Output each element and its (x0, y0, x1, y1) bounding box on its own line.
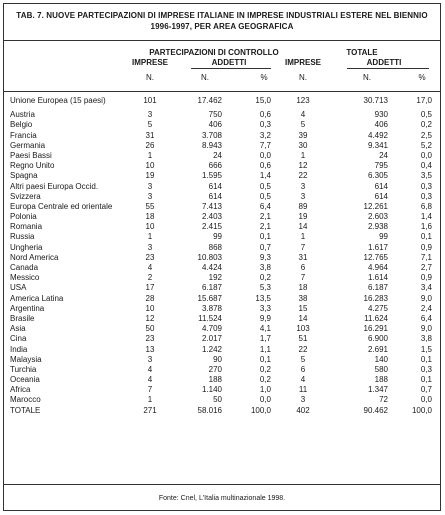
cell-control-addetti: 666 (208, 161, 222, 171)
header-col-total-addetti-n: N. (363, 73, 371, 82)
cell-total-addetti: 1.617 (367, 242, 388, 252)
cell-total-addetti: 1.347 (367, 385, 388, 395)
table-header (4, 44, 440, 92)
table-row (4, 324, 440, 334)
cell-total-addetti: 9.341 (367, 140, 388, 150)
row-label: Austria (10, 110, 35, 120)
cell-control-addetti: 1.595 (201, 171, 222, 181)
cell-control-imprese: 2 (147, 273, 153, 283)
row-label: India (10, 344, 28, 354)
cell-control-pct: 0,6 (259, 161, 271, 171)
cell-total-addetti: 614 (374, 181, 388, 191)
cell-control-imprese: 10 (145, 222, 155, 232)
row-label: Turchia (10, 364, 37, 374)
row-label: America Latina (10, 293, 64, 303)
cell-total-pct: 3,8 (420, 334, 432, 344)
table-row (4, 151, 440, 161)
cell-control-addetti: 2.415 (201, 222, 222, 232)
row-label: Asia (10, 324, 26, 334)
cell-control-addetti: 1.140 (201, 385, 222, 395)
row-label: Europa Centrale ed orientale (10, 201, 113, 211)
cell-total-pct: 0,4 (420, 161, 432, 171)
cell-control-addetti: 4.424 (201, 263, 222, 272)
cell-total-imprese: 31 (298, 252, 308, 262)
cell-control-imprese: 55 (145, 201, 155, 211)
cell-control-pct: 7,7 (259, 140, 271, 150)
table-row (4, 232, 440, 242)
cell-total-addetti: 30.713 (363, 96, 388, 105)
row-label: TOTALE (10, 405, 41, 415)
cell-total-pct: 0,2 (420, 120, 432, 130)
cell-control-addetti: 15.687 (197, 293, 222, 303)
cell-control-imprese: 17 (145, 283, 155, 293)
table-row (4, 314, 440, 324)
row-label: Spagna (10, 171, 38, 181)
cell-control-imprese: 4 (147, 263, 153, 272)
cell-control-imprese: 3 (147, 181, 153, 191)
table-frame (3, 3, 441, 511)
cell-total-pct: 7,1 (420, 252, 432, 262)
cell-control-imprese: 23 (145, 334, 155, 344)
cell-control-addetti: 188 (208, 375, 222, 385)
cell-control-addetti: 99 (213, 232, 222, 242)
table-row (4, 334, 440, 344)
table-row (4, 110, 440, 120)
table-row (4, 120, 440, 130)
cell-total-pct: 2,5 (420, 130, 432, 140)
cell-control-pct: 0,5 (259, 191, 271, 201)
cell-total-pct: 0,3 (420, 191, 432, 201)
cell-total-addetti: 6.900 (367, 334, 388, 344)
cell-total-addetti: 4.964 (367, 263, 388, 272)
cell-total-addetti: 12.261 (363, 201, 388, 211)
cell-total-imprese: 5 (300, 120, 306, 130)
cell-total-addetti: 930 (374, 110, 388, 120)
cell-control-addetti: 1.242 (201, 344, 222, 354)
cell-control-imprese: 23 (145, 252, 155, 262)
cell-control-imprese: 10 (145, 161, 155, 171)
cell-control-pct: 1,0 (259, 385, 271, 395)
row-label: Russia (10, 232, 35, 242)
cell-control-pct: 3,8 (259, 263, 271, 272)
header-control-imprese: IMPRESE (132, 58, 169, 67)
cell-total-pct: 0,3 (420, 181, 432, 191)
top-rule (4, 40, 440, 41)
table-row (4, 192, 440, 202)
cell-control-addetti: 2.403 (201, 212, 222, 222)
cell-total-imprese: 3 (300, 191, 306, 201)
cell-control-pct: 0,2 (259, 273, 271, 283)
cell-control-pct: 3,2 (259, 130, 271, 140)
cell-control-addetti: 868 (208, 242, 222, 252)
table-row (4, 385, 440, 395)
cell-control-imprese: 19 (145, 171, 155, 181)
row-label: Africa (10, 385, 31, 395)
cell-total-imprese: 7 (300, 273, 306, 283)
cell-total-addetti: 614 (374, 191, 388, 201)
row-label: Unione Europea (15 paesi) (10, 96, 106, 105)
cell-control-pct: 0,2 (259, 364, 271, 374)
row-label: USA (10, 283, 27, 293)
header-group-control: PARTECIPAZIONI DI CONTROLLO (149, 48, 279, 57)
cell-total-pct: 0,9 (420, 242, 432, 252)
header-col-total-imprese-n: N. (299, 73, 307, 82)
table-row (4, 202, 440, 212)
cell-total-addetti: 580 (374, 364, 388, 374)
cell-control-imprese: 3 (147, 110, 153, 120)
cell-control-addetti: 6.187 (201, 283, 222, 293)
cell-total-pct: 5,2 (420, 140, 432, 150)
table-row (4, 273, 440, 283)
cell-total-imprese: 1 (300, 232, 306, 242)
cell-control-imprese: 1 (147, 395, 153, 405)
row-label: Marocco (10, 395, 41, 405)
table-row (4, 365, 440, 375)
cell-total-pct: 0,9 (420, 273, 432, 283)
cell-control-addetti: 17.462 (197, 96, 222, 105)
cell-total-addetti: 72 (379, 395, 388, 405)
cell-control-imprese: 50 (145, 324, 155, 334)
cell-control-pct: 13,5 (255, 293, 271, 303)
cell-control-imprese: 10 (145, 303, 155, 313)
cell-total-addetti: 6.187 (367, 283, 388, 293)
header-control-addetti-underline (191, 68, 271, 69)
cell-control-addetti: 406 (208, 120, 222, 130)
cell-total-pct: 2,4 (420, 303, 432, 313)
cell-control-imprese: 101 (143, 96, 157, 105)
cell-control-pct: 4,1 (259, 324, 271, 334)
row-label: Nord America (10, 252, 59, 262)
cell-total-addetti: 4.275 (367, 303, 388, 313)
cell-control-imprese: 18 (145, 212, 155, 222)
cell-total-imprese: 11 (298, 385, 308, 395)
table-row (4, 243, 440, 253)
cell-total-imprese: 5 (300, 354, 306, 364)
cell-control-pct: 6,4 (259, 201, 271, 211)
cell-total-pct: 0,0 (420, 150, 432, 160)
cell-total-imprese: 14 (298, 222, 308, 232)
table-row (4, 141, 440, 151)
header-col-control-pct: % (260, 73, 268, 82)
cell-control-imprese: 4 (147, 375, 153, 385)
row-label: Argentina (10, 303, 45, 313)
cell-control-pct: 2,1 (259, 222, 271, 232)
cell-total-pct: 2,7 (420, 263, 432, 272)
cell-control-pct: 1,7 (259, 334, 271, 344)
cell-control-pct: 3,3 (259, 303, 271, 313)
table-row (4, 355, 440, 365)
table-row (4, 212, 440, 222)
table-body (4, 96, 440, 416)
cell-control-addetti: 11.524 (198, 313, 222, 323)
cell-total-imprese: 103 (296, 324, 310, 334)
row-label: Romania (10, 222, 43, 232)
cell-control-pct: 0,0 (259, 395, 271, 405)
table-source-note: Fonte: Cnel, L'Italia multinazionale 1998. (158, 495, 286, 502)
cell-control-imprese: 3 (147, 354, 153, 364)
cell-total-imprese: 4 (300, 110, 306, 120)
cell-control-pct: 0,1 (259, 354, 271, 364)
cell-control-imprese: 3 (147, 242, 153, 252)
cell-total-addetti: 16.283 (363, 293, 388, 303)
table-row (4, 294, 440, 304)
cell-control-imprese: 13 (145, 344, 155, 354)
cell-total-pct: 0,7 (420, 385, 432, 395)
cell-control-addetti: 3.878 (201, 303, 222, 313)
cell-total-imprese: 22 (298, 344, 308, 354)
cell-control-addetti: 24 (213, 150, 222, 160)
cell-total-addetti: 140 (374, 354, 388, 364)
header-total-addetti: ADDETTI (366, 58, 402, 67)
cell-control-pct: 15,0 (255, 96, 271, 105)
cell-control-pct: 9,3 (259, 252, 271, 262)
cell-total-imprese: 3 (300, 395, 306, 405)
cell-control-pct: 0,3 (259, 120, 271, 130)
cell-control-addetti: 58.016 (197, 405, 222, 415)
cell-control-pct: 0,2 (259, 375, 271, 385)
cell-total-pct: 9,0 (420, 324, 432, 334)
cell-total-addetti: 90.462 (363, 405, 388, 415)
table-caption (4, 10, 440, 32)
cell-total-addetti: 16.291 (363, 324, 388, 334)
cell-total-imprese: 39 (298, 130, 308, 140)
row-label: Oceania (10, 375, 40, 385)
cell-total-addetti: 188 (374, 375, 388, 385)
cell-control-imprese: 3 (147, 191, 153, 201)
cell-total-imprese: 22 (298, 171, 308, 181)
cell-total-pct: 0,1 (420, 232, 432, 242)
cell-control-addetti: 614 (208, 181, 222, 191)
cell-control-pct: 9,9 (259, 313, 271, 323)
row-label: Brasile (10, 313, 35, 323)
cell-total-pct: 6,8 (420, 201, 432, 211)
row-label: Regno Unito (10, 161, 55, 171)
cell-control-addetti: 192 (208, 273, 222, 283)
cell-control-addetti: 614 (208, 191, 222, 201)
header-control-addetti: ADDETTI (211, 58, 247, 67)
cell-total-addetti: 6.305 (367, 171, 388, 181)
cell-total-pct: 0,3 (420, 364, 432, 374)
table-row (4, 161, 440, 171)
table-row (4, 253, 440, 263)
cell-total-addetti: 4.492 (367, 130, 388, 140)
row-label: Altri paesi Europa Occid. (10, 181, 99, 191)
cell-control-addetti: 10.803 (197, 252, 222, 262)
row-label: Messico (10, 273, 40, 283)
cell-control-addetti: 270 (208, 364, 222, 374)
cell-control-pct: 0,7 (259, 242, 271, 252)
row-label: Germania (10, 140, 46, 150)
row-label: Francia (10, 130, 37, 140)
cell-total-pct: 1,5 (420, 344, 432, 354)
row-label: Belgio (10, 120, 33, 130)
cell-total-addetti: 2.603 (367, 212, 388, 222)
cell-control-pct: 2,1 (259, 212, 271, 222)
table-row (4, 283, 440, 293)
cell-total-pct: 0,1 (420, 354, 432, 364)
cell-total-addetti: 1.614 (367, 273, 388, 283)
caption-line-1: TAB. 7. NUOVE PARTECIPAZIONI DI IMPRESE ITALIANE IN IMPRESE INDUSTRIALI ESTERE NEL BIENNIO (16, 11, 428, 20)
row-label: Polonia (10, 212, 37, 222)
cell-total-imprese: 51 (298, 334, 308, 344)
cell-total-imprese: 123 (296, 96, 310, 105)
cell-control-addetti: 3.708 (201, 130, 222, 140)
table-row (4, 131, 440, 141)
cell-total-imprese: 12 (298, 161, 308, 171)
table-row (4, 304, 440, 314)
cell-total-pct: 1,6 (420, 222, 432, 232)
cell-control-pct: 0,6 (259, 110, 271, 120)
header-col-total-pct: % (418, 73, 426, 82)
cell-total-imprese: 89 (298, 201, 308, 211)
cell-control-imprese: 1 (147, 150, 153, 160)
cell-total-pct: 0,5 (420, 110, 432, 120)
cell-total-pct: 3,5 (420, 171, 432, 181)
row-label: Cina (10, 334, 27, 344)
cell-total-imprese: 7 (300, 242, 306, 252)
cell-control-pct: 0,0 (259, 150, 271, 160)
cell-total-addetti: 2.938 (367, 222, 388, 232)
row-label: Malaysia (10, 354, 42, 364)
cell-control-imprese: 271 (143, 405, 157, 415)
table-row (4, 263, 440, 273)
cell-control-imprese: 1 (147, 232, 153, 242)
header-col-control-imprese-n: N. (146, 73, 154, 82)
cell-total-pct: 100,0 (411, 405, 432, 415)
cell-control-addetti: 50 (213, 395, 222, 405)
table-row (4, 345, 440, 355)
header-bottom-rule (4, 91, 440, 92)
cell-total-pct: 1,4 (420, 212, 432, 222)
bottom-rule (4, 484, 440, 485)
cell-control-pct: 1,1 (259, 344, 271, 354)
cell-control-imprese: 5 (147, 120, 153, 130)
cell-total-addetti: 11.624 (364, 313, 388, 323)
cell-total-addetti: 12.765 (363, 252, 388, 262)
cell-control-addetti: 2.017 (201, 334, 222, 344)
row-label: Svizzera (10, 191, 41, 201)
cell-control-addetti: 750 (208, 110, 222, 120)
cell-control-pct: 100,0 (250, 405, 271, 415)
row-label: Canada (10, 263, 39, 272)
cell-total-addetti: 99 (379, 232, 388, 242)
row-label: Ungheria (10, 242, 43, 252)
table-row (4, 375, 440, 385)
table-row (4, 222, 440, 232)
cell-control-imprese: 12 (145, 313, 155, 323)
table-row (4, 171, 440, 181)
cell-control-addetti: 90 (213, 354, 222, 364)
cell-total-pct: 9,0 (420, 293, 432, 303)
table-row (4, 182, 440, 192)
cell-total-imprese: 3 (300, 181, 306, 191)
cell-control-imprese: 4 (147, 364, 153, 374)
cell-total-imprese: 6 (300, 263, 306, 272)
cell-control-pct: 1,4 (259, 171, 271, 181)
cell-total-addetti: 24 (379, 150, 388, 160)
table-row (4, 395, 440, 405)
cell-total-pct: 17,0 (416, 96, 432, 105)
cell-total-addetti: 795 (374, 161, 388, 171)
cell-control-pct: 0,5 (259, 181, 271, 191)
table-row (4, 96, 440, 106)
cell-total-pct: 0,1 (420, 375, 432, 385)
cell-total-imprese: 38 (298, 293, 308, 303)
cell-control-imprese: 31 (145, 130, 155, 140)
cell-total-addetti: 2.691 (367, 344, 388, 354)
row-label: Paesi Bassi (10, 150, 52, 160)
cell-control-imprese: 7 (147, 385, 153, 395)
cell-control-addetti: 7.413 (201, 201, 222, 211)
cell-control-addetti: 4.709 (201, 324, 222, 334)
cell-total-pct: 3,4 (420, 283, 432, 293)
cell-total-imprese: 6 (300, 364, 306, 374)
cell-total-imprese: 14 (298, 313, 308, 323)
header-col-control-addetti-n: N. (201, 73, 209, 82)
header-total-addetti-underline (347, 68, 429, 69)
cell-total-imprese: 1 (300, 150, 306, 160)
table-row (4, 406, 440, 416)
cell-total-imprese: 18 (298, 283, 308, 293)
header-group-total: TOTALE (346, 48, 378, 57)
cell-control-pct: 0,1 (259, 232, 271, 242)
header-total-imprese: IMPRESE (285, 58, 322, 67)
cell-total-imprese: 19 (298, 212, 308, 222)
cell-control-pct: 5,3 (259, 283, 271, 293)
cell-total-imprese: 4 (300, 375, 306, 385)
cell-total-pct: 0,0 (420, 395, 432, 405)
cell-total-addetti: 406 (374, 120, 388, 130)
cell-control-imprese: 28 (145, 293, 155, 303)
cell-total-pct: 6,4 (420, 313, 432, 323)
cell-total-imprese: 30 (298, 140, 308, 150)
cell-total-imprese: 15 (298, 303, 308, 313)
caption-line-2: 1996-1997, PER AREA GEOGRAFICA (150, 22, 294, 31)
cell-total-imprese: 402 (296, 405, 310, 415)
cell-control-addetti: 8.943 (201, 140, 222, 150)
cell-control-imprese: 26 (145, 140, 155, 150)
